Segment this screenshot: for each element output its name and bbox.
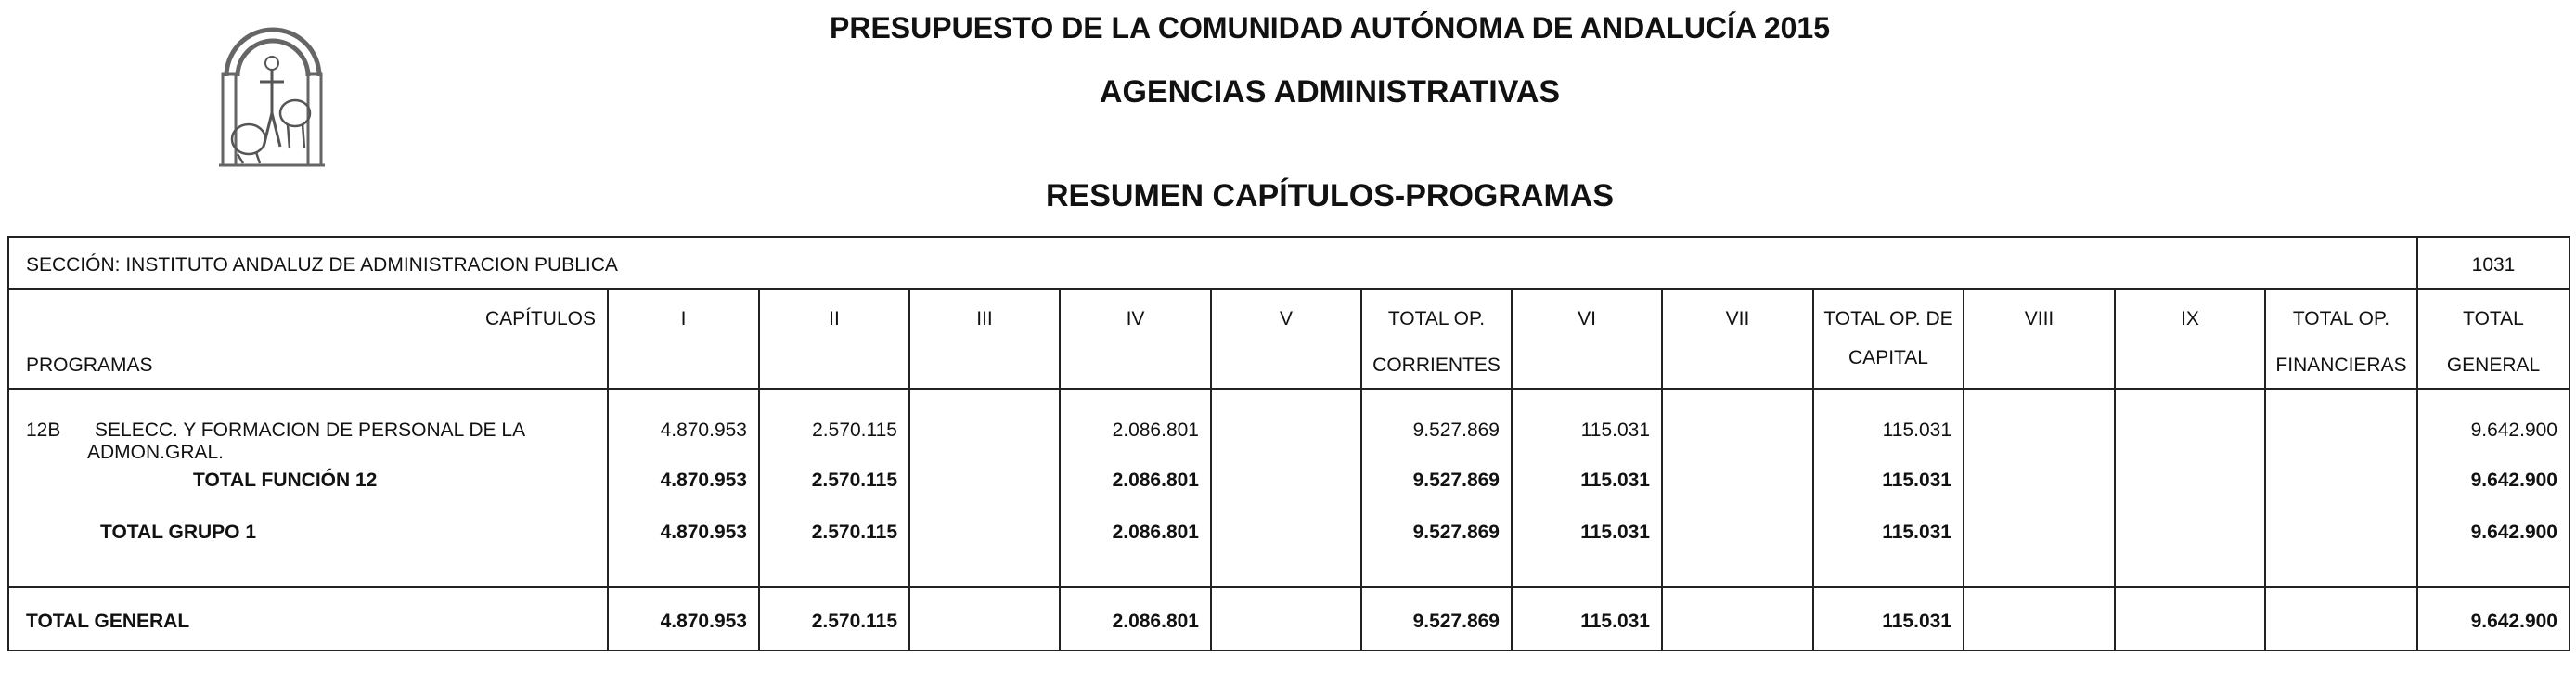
document-title: PRESUPUESTO DE LA COMUNIDAD AUTÓNOMA DE ANDALUCÍA 2015 (829, 11, 1830, 45)
header-cap-6: VI (1578, 308, 1596, 329)
header-cap-3: III (976, 308, 993, 329)
program-code: 12B (26, 419, 61, 441)
header-capitulos: CAPÍTULOS (484, 308, 596, 329)
program-label: SELECC. Y FORMACION DE PERSONAL DE LA (95, 419, 526, 441)
value-cap-2: 2.570.115 (812, 419, 897, 441)
total-grupo-label: TOTAL GRUPO 1 (100, 522, 257, 543)
value-cap-2: 2.570.115 (811, 470, 897, 491)
value-total-general: 9.642.900 (2470, 522, 2557, 543)
total-funcion-label: TOTAL FUNCIÓN 12 (193, 470, 378, 491)
value-total-corrientes: 9.527.869 (1412, 611, 1500, 632)
header-cap-1: I (680, 308, 687, 329)
value-total-general: 9.642.900 (2470, 419, 2557, 441)
value-cap-4: 2.086.801 (1112, 419, 1199, 441)
header-cap-5: V (1279, 308, 1293, 329)
value-cap-1: 4.870.953 (660, 522, 747, 543)
header-cap-7: VII (1725, 308, 1750, 329)
value-cap-4: 2.086.801 (1112, 522, 1199, 543)
value-cap-1: 4.870.953 (660, 419, 747, 441)
value-cap-1: 4.870.953 (660, 611, 747, 632)
value-total-capital: 115.031 (1882, 470, 1951, 491)
value-total-capital: 115.031 (1882, 522, 1951, 543)
header-total-corrientes-1: TOTAL OP. (1387, 308, 1486, 329)
value-total-general: 9.642.900 (2470, 611, 2557, 632)
value-cap-6: 115.031 (1580, 470, 1650, 491)
program-label-cont: ADMON.GRAL. (87, 442, 225, 463)
report-title: RESUMEN CAPÍTULOS-PROGRAMAS (1045, 178, 1615, 213)
header-total-financieras-1: TOTAL OP. (2292, 308, 2390, 329)
header-total-general-1: TOTAL (2463, 308, 2524, 329)
value-cap-6: 115.031 (1580, 522, 1650, 543)
header-cap-4: IV (1126, 308, 1145, 329)
value-cap-4: 2.086.801 (1112, 611, 1199, 632)
value-total-general: 9.642.900 (2470, 470, 2557, 491)
header-cap-2: II (829, 308, 840, 329)
value-cap-6: 115.031 (1580, 611, 1650, 632)
value-total-capital: 115.031 (1882, 419, 1951, 441)
header-total-general-2: GENERAL (2446, 354, 2541, 376)
header-cap-9: IX (2181, 308, 2199, 329)
value-cap-4: 2.086.801 (1112, 470, 1199, 491)
header-total-financieras-2: FINANCIERAS (2275, 354, 2407, 376)
header-total-corrientes-2: CORRIENTES (1372, 354, 1501, 376)
section-code: 1031 (2471, 254, 2516, 276)
section-label: SECCIÓN: INSTITUTO ANDALUZ DE ADMINISTRACION PUBLICA (26, 254, 618, 276)
value-total-corrientes: 9.527.869 (1412, 522, 1500, 543)
value-total-capital: 115.031 (1882, 611, 1951, 632)
value-cap-2: 2.570.115 (811, 611, 897, 632)
value-cap-1: 4.870.953 (660, 470, 747, 491)
header-cap-8: VIII (2024, 308, 2054, 329)
value-cap-6: 115.031 (1580, 419, 1650, 441)
header-programas: PROGRAMAS (26, 354, 153, 376)
total-general-label: TOTAL GENERAL (26, 611, 190, 632)
header-total-capital-2: CAPITAL (1848, 347, 1928, 368)
header-total-capital-1: TOTAL OP. DE (1823, 308, 1953, 329)
value-cap-2: 2.570.115 (811, 522, 897, 543)
value-total-corrientes: 9.527.869 (1412, 470, 1500, 491)
value-total-corrientes: 9.527.869 (1412, 419, 1500, 441)
summary-table (7, 236, 2570, 651)
document-subtitle: AGENCIAS ADMINISTRATIVAS (1099, 74, 1561, 110)
